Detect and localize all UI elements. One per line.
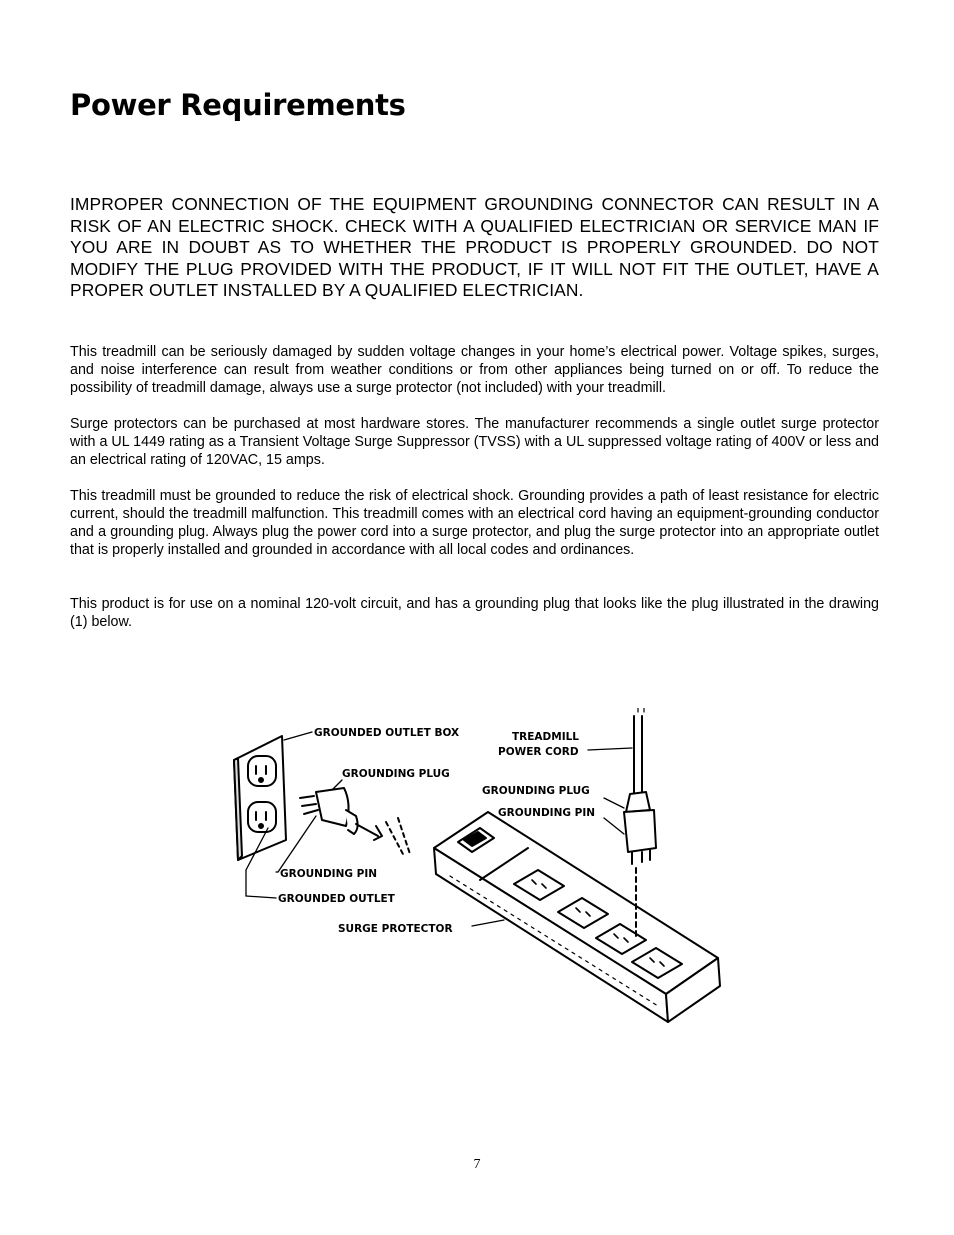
label-surge-protector: SURGE PROTECTOR (338, 923, 453, 935)
page-title: Power Requirements (70, 88, 406, 122)
page-number: 7 (473, 1157, 481, 1172)
paragraph-voltage-damage: This treadmill can be seriously damaged by sudden voltage changes in your home’s electrical power. Voltage spikes, surges, and noise interference can result from weather conditions or from other appliances being turned on or off. To reduce the possibility of treadmill damage, always use a surge protector (not included) with your treadmill. (70, 344, 879, 396)
wall-outlet-icon (234, 736, 286, 860)
label-grounding-plug-left: GROUNDING PLUG (342, 768, 450, 780)
paragraph-surge-protector: Surge protectors can be purchased at most hardware stores. The manufacturer recommends a single outlet surge protector with a UL 1449 rating as a Transient Voltage Surge Suppressor (TVSS) with a UL suppressed voltage rating of 400V or less and an electrical rating of 120VAC, 15 amps. (70, 416, 879, 468)
paragraph-grounding: This treadmill must be grounded to reduce the risk of electrical shock. Grounding provides a path of least resistance for electric current, should the treadmill malfunction. This treadmill comes with an electrical cord having an equipment-grounding conductor and a grounding plug. Always plug the power cord into a surge protector, and plug the surge protector into an appropriate outlet that is properly installed and grounded in accordance with all local codes and ordinances. (70, 488, 879, 558)
surge-protector-strip-icon (434, 812, 720, 1022)
label-grounding-pin-left: GROUNDING PIN (280, 868, 378, 880)
label-grounding-plug-right: GROUNDING PLUG (482, 785, 590, 797)
label-treadmill: TREADMILL (512, 731, 579, 743)
label-grounded-outlet: GROUNDED OUTLET (278, 893, 395, 905)
grounding-plug-left-icon (300, 788, 382, 840)
surge-protector-illustration (228, 708, 728, 1028)
label-power-cord: POWER CORD (498, 746, 579, 758)
label-grounding-pin-right: GROUNDING PIN (498, 807, 596, 819)
label-grounded-outlet-box: GROUNDED OUTLET BOX (314, 727, 460, 739)
grounding-warning: IMPROPER CONNECTION OF THE EQUIPMENT GROUNDING CONNECTOR CAN RESULT IN A RISK OF AN ELECTRIC SHOCK. CHECK WITH A QUALIFIED ELECTRICIAN OR SERVICE MAN IF YOU ARE IN DOUBT AS TO WHETHER THE PRODUCT IS PROPERLY GROUNDED. DO NOT MODIFY THE PLUG PROVIDED WITH THE PRODUCT, IF IT WILL NOT FIT THE OUTLET, HAVE A PROPER OUTLET INSTALLED BY A QUALIFIED ELECTRICIAN. (70, 194, 879, 301)
paragraph-circuit: This product is for use on a nominal 120-volt circuit, and has a grounding plug that looks like the plug illustrated in the drawing (1) below. (70, 596, 879, 630)
